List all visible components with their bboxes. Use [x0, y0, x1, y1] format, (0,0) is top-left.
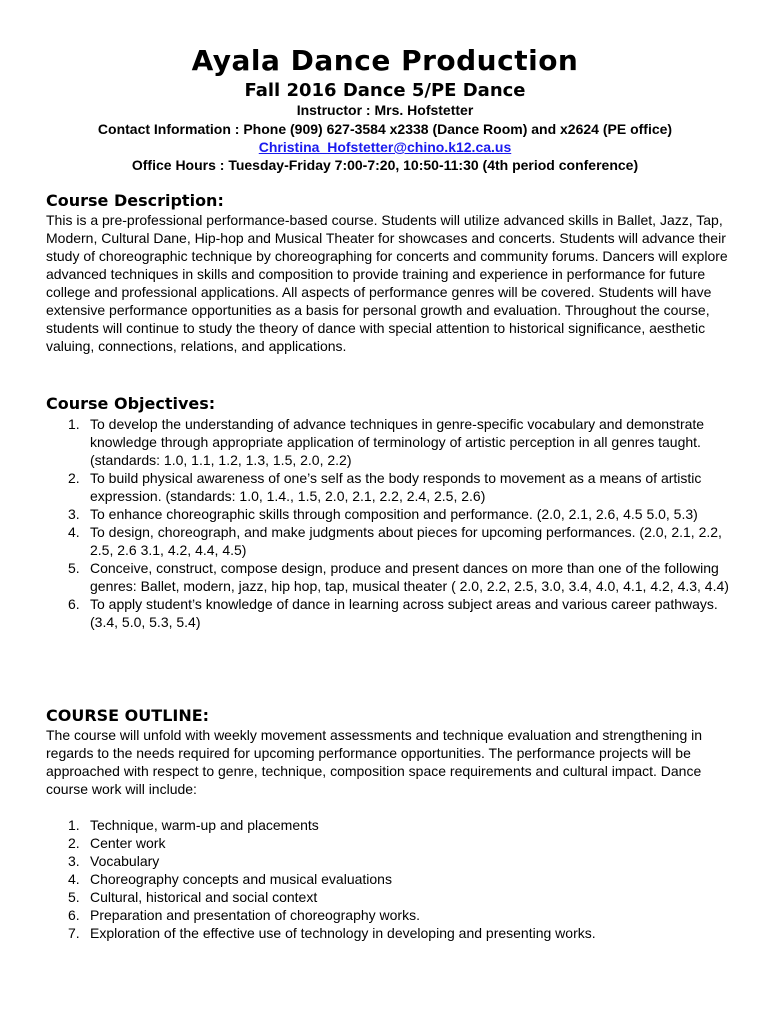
list-item [46, 852, 736, 870]
instructor-line: Instructor : Mrs. Hofstetter [296, 102, 474, 118]
list-item-text: To design, choreograph, and make judgments about pieces for upcoming performances. (2.0, 2.1, 2.2, 2.5, 2.6 3.1, 4.2, 4.4, 4.5) [90, 524, 722, 558]
list-number: 4. [68, 524, 80, 540]
list-item [46, 834, 736, 852]
list-item-text: Cultural, historical and social context [90, 889, 318, 905]
list-item [46, 888, 736, 906]
list-number: 1. [68, 416, 80, 432]
list-item [46, 523, 736, 559]
list-item-text: Conceive, construct, compose design, produce and present dances on more than one of the following genres: Ballet, modern, jazz, hip hop, tap, musical theater ( 2.0, 2.2, 2.5, 3.0, 3.4, 4.0, 4.1, 4.2, 4.3, 4.4) [90, 560, 729, 594]
contact-line: Contact Information : Phone (909) 627-3584 x2338 (Dance Room) and x2624 (PE office) [97, 121, 673, 137]
list-number: 2. [68, 470, 80, 486]
list-item-text: To develop the understanding of advance techniques in genre-specific vocabulary and demonstrate knowledge through appropriate application of terminology of artistic perception in all genres taught. (standards: 1.0, 1.1, 1.2, 1.3, 1.5, 2.0, 2.2) [90, 416, 705, 468]
list-item [46, 415, 736, 469]
list-item-text: To apply student’s knowledge of dance in learning across subject areas and various career pathways. (3.4, 5.0, 5.3, 5.4) [90, 596, 718, 630]
list-number: 3. [68, 506, 80, 522]
course-outline-text: The course will unfold with weekly movement assessments and technique evaluation and strengthening in regards to the needs required for upcoming performance opportunities. The performance projects will be approached with respect to genre, technique, composition space requirements and cultural impact. Dance course work will include: [46, 727, 703, 797]
list-number: 5. [68, 889, 80, 905]
list-number: 5. [68, 560, 80, 576]
list-item-text: Choreography concepts and musical evaluations [90, 871, 392, 887]
list-item-text: Technique, warm-up and placements [90, 817, 319, 833]
course-description-heading: Course Description: [46, 191, 224, 210]
course-description-text: This is a pre-professional performance-based course. Students will utilize advanced skills in Ballet, Jazz, Tap, Modern, Cultural Dane, Hip-hop and Musical Theater for showcases and concerts. Students will advance their study of choreographic technique by choreographing for concerts and community forums. Dancers will explore advanced techniques in skills and composition to provide training and experience in performance for future college and professional applications. All aspects of performance genres will be covered. Students will have extensive performance opportunities as a basis for personal growth and evaluation. Throughout the course, students will continue to study the theory of dance with special attention to historical significance, aesthetic valuing, connections, relations, and applications. [46, 212, 728, 354]
course-outline-heading: COURSE OUTLINE: [46, 706, 210, 725]
list-item-text: To build physical awareness of one’s self as the body responds to movement as a means of artistic expression. (standards: 1.0, 1.4., 1.5, 2.0, 2.1, 2.2, 2.4, 2.5, 2.6) [90, 470, 702, 504]
objectives-list [46, 415, 736, 631]
list-number: 4. [68, 871, 80, 887]
list-item-text: Preparation and presentation of choreography works. [90, 907, 420, 923]
email-link[interactable]: Christina_Hofstetter@chino.k12.ca.us [258, 139, 512, 155]
course-subtitle: Fall 2016 Dance 5/PE Dance [244, 80, 526, 101]
list-item-text: Vocabulary [90, 853, 160, 869]
course-objectives-heading: Course Objectives: [46, 394, 216, 413]
list-number: 3. [68, 853, 80, 869]
list-item-text: Exploration of the effective use of technology in developing and presenting works. [90, 925, 596, 941]
list-item [46, 816, 736, 834]
list-number: 6. [68, 596, 80, 612]
list-item [46, 595, 736, 631]
list-item [46, 870, 736, 888]
list-item [46, 924, 736, 942]
list-item [46, 559, 736, 595]
list-item [46, 505, 736, 523]
list-number: 2. [68, 835, 80, 851]
office-hours-line: Office Hours : Tuesday-Friday 7:00-7:20, 10:50-11:30 (4th period conference) [131, 157, 639, 173]
document-title: Ayala Dance Production [191, 44, 579, 77]
list-item-text: To enhance choreographic skills through composition and performance. (2.0, 2.1, 2.6, 4.5 5.0, 5.3) [90, 506, 698, 522]
list-number: 6. [68, 907, 80, 923]
list-number: 7. [68, 925, 80, 941]
email-line [0, 138, 770, 156]
list-number: 1. [68, 817, 80, 833]
outline-list [46, 816, 736, 942]
list-item [46, 469, 736, 505]
list-item [46, 906, 736, 924]
list-item-text: Center work [90, 835, 166, 851]
